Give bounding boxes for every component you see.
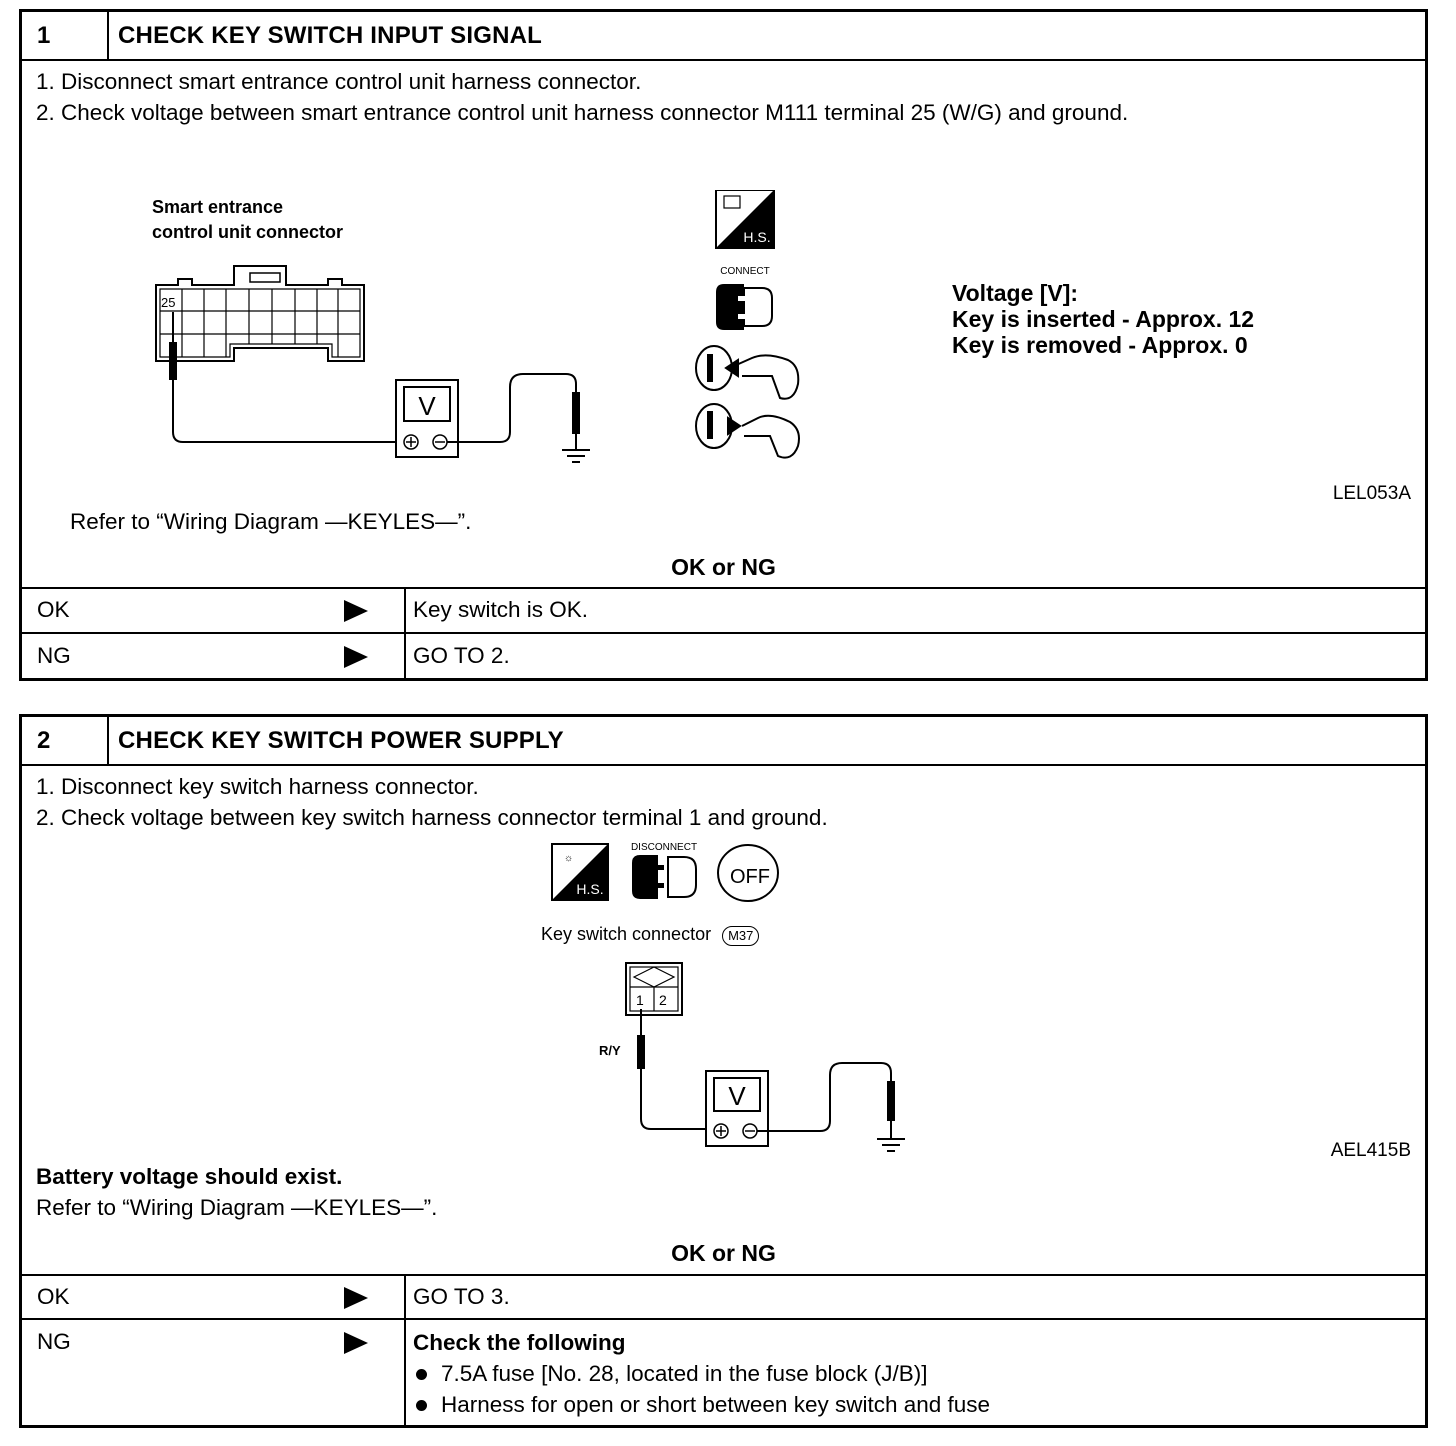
- figure-code: AEL415B: [1330, 1140, 1411, 1161]
- block-header: [22, 717, 1425, 766]
- ground-symbol: [877, 1139, 905, 1151]
- terminal-number: 25: [161, 295, 176, 310]
- svg-text:☼: ☼: [564, 853, 574, 864]
- result-label: OK: [37, 597, 70, 622]
- key-switch-connector: [626, 963, 682, 1015]
- arrow-right-icon: [344, 1332, 368, 1354]
- instruction-list: [36, 66, 1128, 128]
- voltage-spec: [952, 280, 1254, 358]
- probe: [169, 342, 177, 380]
- result-text: GO TO 3.: [404, 1276, 1425, 1319]
- result-checklist: [404, 1320, 1425, 1427]
- result-label: NG: [37, 643, 71, 668]
- voltage-line: Key is inserted - Approx. 12: [952, 306, 1255, 332]
- procedure-block-1: [19, 9, 1428, 681]
- smart-entrance-connector: [156, 266, 364, 361]
- key-switch-wiring-diagram: [592, 959, 922, 1169]
- checklist: [413, 1358, 1425, 1420]
- step-title: CHECK KEY SWITCH POWER SUPPLY: [118, 727, 564, 754]
- disconnect-label: DISCONNECT: [630, 842, 698, 853]
- ok-or-ng-heading: OK or NG: [671, 1240, 776, 1266]
- connector-label: [541, 922, 759, 947]
- connector-id-badge: M37: [722, 926, 759, 946]
- result-row-ng: [22, 632, 1425, 680]
- connector-label-text: Key switch connector: [541, 924, 712, 944]
- hs-icon: [716, 190, 774, 248]
- result-row-ok: [22, 587, 1425, 632]
- step-title: CHECK KEY SWITCH INPUT SIGNAL: [118, 22, 543, 49]
- disconnect-icon: [632, 855, 696, 899]
- terminal-number: 2: [659, 992, 667, 1008]
- ok-or-ng-heading: OK or NG: [671, 554, 776, 580]
- meter-symbol: V: [418, 391, 436, 421]
- instruction-item: 1. Disconnect smart entrance control unit harness connector.: [36, 69, 642, 94]
- connector-label-line: Smart entrance: [152, 197, 284, 217]
- probe: [637, 1035, 645, 1069]
- expected-result-note: Battery voltage should exist.: [36, 1164, 343, 1189]
- figure-code: LEL053A: [1332, 483, 1411, 504]
- terminal-number: 1: [636, 992, 644, 1008]
- voltmeter: [706, 1071, 768, 1146]
- arrow-right-icon: [344, 600, 368, 622]
- wiring-reference-link[interactable]: Refer to “Wiring Diagram —KEYLES—”.: [36, 1195, 438, 1220]
- wiring-reference-link[interactable]: Refer to “Wiring Diagram —KEYLES—”.: [70, 509, 472, 534]
- voltage-title: Voltage [V]:: [952, 280, 1079, 306]
- ground-symbol: [562, 450, 590, 462]
- result-row-ok: [22, 1274, 1425, 1319]
- checklist-title: Check the following: [413, 1330, 626, 1355]
- procedure-block-2: [19, 714, 1428, 1428]
- key-remove-icon: [696, 404, 799, 458]
- result-text: GO TO 2.: [404, 634, 1425, 680]
- checklist-item: Harness for open or short between key switch and fuse: [413, 1389, 1425, 1420]
- instruction-item: 2. Check voltage between smart entrance control unit harness connector M111 terminal 25 (W/G) and ground.: [36, 100, 1129, 125]
- meter-symbol: V: [728, 1081, 746, 1111]
- connector-label: [152, 195, 343, 245]
- instruction-item: 2. Check voltage between key switch harness connector terminal 1 and ground.: [36, 805, 828, 830]
- arrow-right-icon: [344, 646, 368, 668]
- voltmeter: [396, 380, 458, 457]
- key-insert-icon: [696, 346, 798, 399]
- step-number: 1: [22, 12, 109, 59]
- checklist-item: 7.5A fuse [No. 28, located in the fuse block (J/B)]: [413, 1358, 1425, 1389]
- ignition-off-icon: [718, 845, 778, 901]
- connect-icon: [716, 284, 772, 330]
- connector-label-line: control unit connector: [152, 222, 343, 242]
- arrow-right-icon: [344, 1287, 368, 1309]
- result-label: OK: [37, 1284, 70, 1309]
- result-row-ng: [22, 1318, 1425, 1427]
- block-header: [22, 12, 1425, 61]
- connector-wiring-diagram: [142, 252, 622, 467]
- instruction-list: [36, 771, 828, 833]
- instruction-item: 1. Disconnect key switch harness connector.: [36, 774, 479, 799]
- hs-icon-label: H.S.: [743, 229, 771, 245]
- connect-label: CONNECT: [720, 266, 770, 277]
- result-text: Key switch is OK.: [404, 589, 1425, 632]
- off-label: OFF: [730, 866, 770, 888]
- procedure-icons: [682, 190, 802, 460]
- voltage-line: Key is removed - Approx. 0: [952, 332, 1248, 358]
- hs-icon-label: H.S.: [576, 881, 604, 897]
- procedure-icons: [550, 841, 790, 903]
- step-number: 2: [22, 717, 109, 764]
- hs-icon: [552, 844, 608, 900]
- wire-color-label: R/Y: [599, 1043, 621, 1058]
- result-label: NG: [37, 1329, 71, 1354]
